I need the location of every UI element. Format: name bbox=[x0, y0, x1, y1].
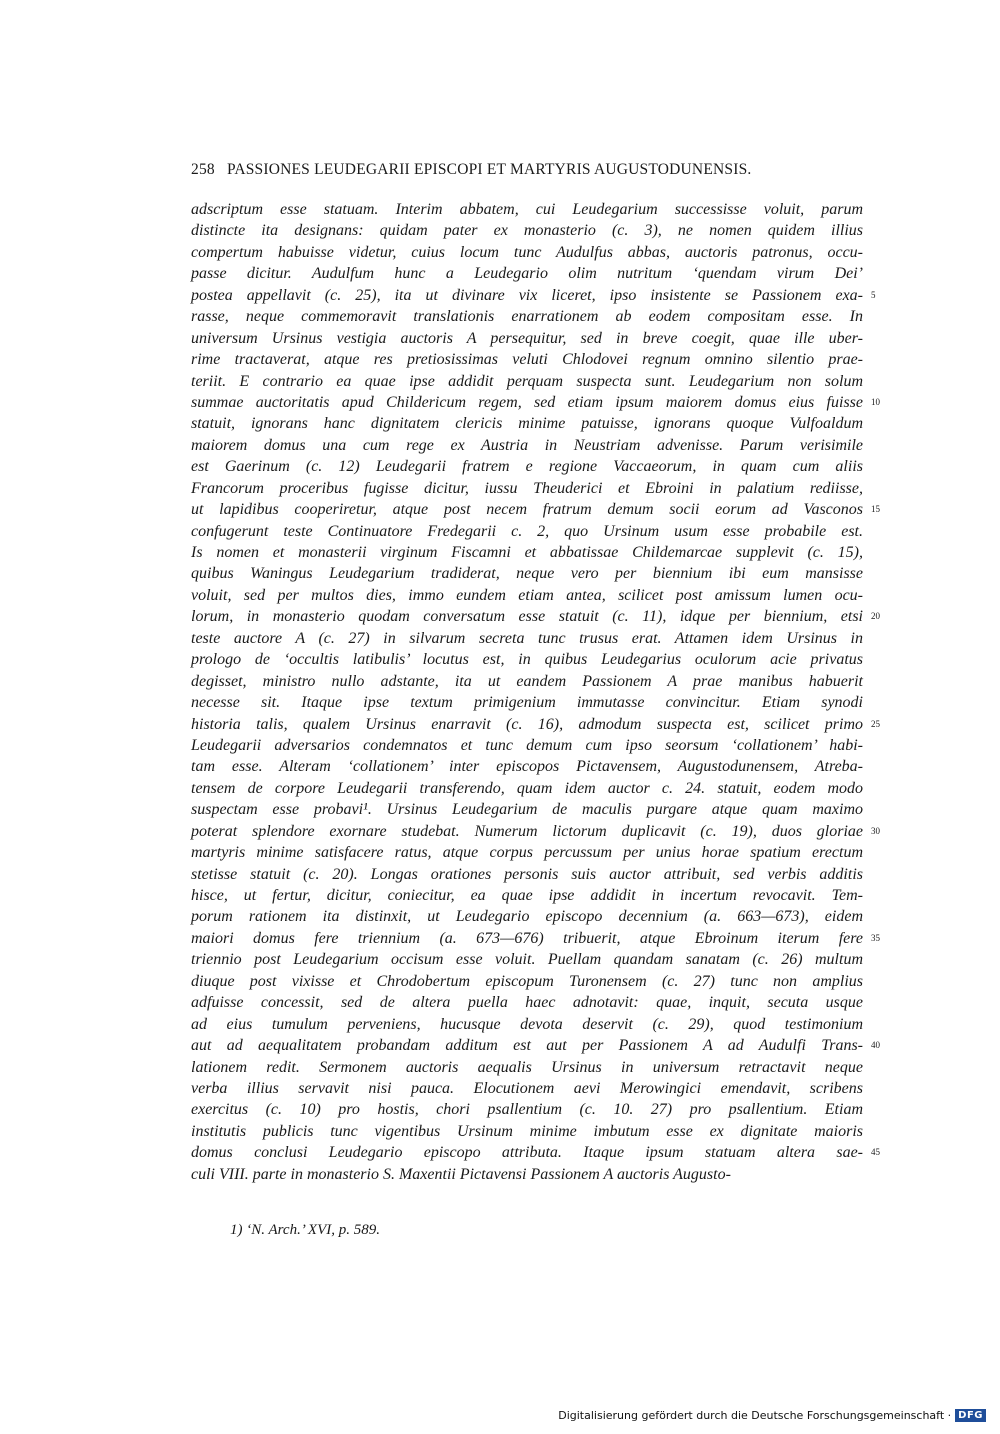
text-line bbox=[191, 1142, 880, 1163]
line-text: teste auctore A (c. 27) in silvarum secreta tunc trusus erat. Attamen idem Ursinus in bbox=[191, 629, 863, 647]
text-line bbox=[191, 906, 863, 927]
text-line bbox=[191, 628, 863, 649]
text-line bbox=[191, 199, 863, 220]
line-text: aut ad aequalitatem probandam additum est aut per Passionem A ad Audulfi Trans- bbox=[191, 1037, 863, 1055]
line-text: teriit. E contrario ea quae ipse addidit perquam suspecta sunt. Leudegarium non solum bbox=[191, 372, 863, 390]
text-line bbox=[191, 1057, 863, 1078]
line-number: 25 bbox=[871, 718, 880, 729]
text-line bbox=[191, 371, 863, 392]
text-line bbox=[191, 392, 880, 413]
line-number: 30 bbox=[871, 825, 880, 836]
text-line bbox=[191, 585, 863, 606]
text-line bbox=[191, 413, 863, 434]
line-text: triennio post Leudegarium occisum esse voluit. Puellam quandam sanatam (c. 26) multum bbox=[191, 951, 863, 969]
text-line bbox=[191, 885, 863, 906]
text-line bbox=[191, 992, 863, 1013]
line-number: 40 bbox=[871, 1040, 880, 1051]
text-line bbox=[191, 1121, 863, 1142]
line-text: rime tractaverat, atque res pretiosissimas veluti Chlodovei regnum omnino silentio prae- bbox=[191, 351, 863, 369]
page-number: 258 bbox=[191, 161, 215, 178]
line-text: exercitus (c. 10) pro hostis, chori psallentium (c. 10. 27) pro psallentium. Etiam bbox=[191, 1101, 863, 1119]
line-text: Francorum proceribus fugisse dicitur, iussu Theuderici et Ebroini in palatium rediisse, bbox=[191, 479, 863, 497]
line-text: prologo de ‘occultis latibulis’ locutus est, in quibus Leudegarius oculorum acie privatus bbox=[191, 651, 863, 669]
line-number: 15 bbox=[871, 504, 880, 515]
text-line bbox=[191, 949, 863, 970]
line-text: porum rationem ita distinxit, ut Leudegario episcopo decennium (a. 663—673), eidem bbox=[191, 908, 863, 926]
text-line bbox=[191, 542, 863, 563]
line-text: martyris minime satisfacere ratus, atque corpus percussum per unius horae spatium erectum bbox=[191, 844, 863, 862]
footnote: 1) ‘N. Arch.’ XVI, p. 589. bbox=[230, 1222, 380, 1238]
line-number: 45 bbox=[871, 1147, 880, 1158]
text-line bbox=[191, 649, 863, 670]
line-text: lorum, in monasterio quodam conversatum esse statuit (c. 11), idque per biennium, etsi bbox=[191, 608, 863, 626]
line-text: voluit, sed per multos dies, immo eundem etiam antea, scilicet post amissum lumen ocu- bbox=[191, 586, 863, 604]
text-line bbox=[191, 1164, 863, 1185]
text-line bbox=[191, 435, 863, 456]
line-text: ut lapidibus cooperiretur, atque post necem fratrum demum socii eorum ad Vasconos bbox=[191, 501, 863, 519]
line-text: institutis publicis tunc vigentibus Ursinum minime imbutum esse ex dignitate maioris bbox=[191, 1122, 863, 1140]
line-text: est Gaerinum (c. 12) Leudegarii fratrem e regione Vaccaeorum, in quam cum aliis bbox=[191, 458, 863, 476]
line-text: postea appellavit (c. 25), ita ut divinare vix liceret, ipso insistente se Passionem exa- bbox=[191, 286, 863, 304]
line-text: lationem redit. Sermonem auctoris aequalis Ursinus in universum retractavit neque bbox=[191, 1058, 863, 1076]
text-line bbox=[191, 842, 863, 863]
text-line bbox=[191, 242, 863, 263]
line-number: 10 bbox=[871, 396, 880, 407]
text-line bbox=[191, 799, 863, 820]
main-text-block bbox=[191, 199, 880, 1185]
line-text: rasse, neque commemoravit translationis enarrationem ab eodem compositam esse. In bbox=[191, 308, 863, 326]
text-line bbox=[191, 778, 863, 799]
text-line bbox=[191, 563, 863, 584]
text-line bbox=[191, 285, 876, 306]
dfg-logo-icon: DFG bbox=[955, 1409, 986, 1422]
text-line bbox=[191, 821, 880, 842]
text-line bbox=[191, 1078, 863, 1099]
line-text: hisce, ut fertur, dicitur, coniecitur, ea quae ipse addidit in incertum revocavit. Tem- bbox=[191, 887, 863, 904]
line-text: tensem de corpore Leudegarii transferendo, quam idem auctor c. 24. statuit, eodem modo bbox=[191, 779, 863, 797]
line-text: suspectam esse probavi¹. Ursinus Leudegarium de maculis purgare atque quam maximo bbox=[191, 801, 863, 819]
running-header bbox=[191, 161, 831, 179]
line-text: domus conclusi Leudegario episcopo attributa. Itaque ipsum statuam altera sae- bbox=[191, 1144, 863, 1162]
line-text: stetisse statuit (c. 20). Longas orationes personis suis auctor attribuit, sed verbis additis bbox=[191, 865, 863, 883]
line-text: culi VIII. parte in monasterio S. Maxentii Pictavensi Passionem A auctoris Augusto- bbox=[191, 1165, 731, 1183]
text-line bbox=[191, 971, 863, 992]
line-text: degisset, ministro nullo adstante, ita ut eandem Passionem A prae manibus habuerit bbox=[191, 672, 863, 690]
line-text: Is nomen et monasterii virginum Fiscamni et abbatissae Childemarcae supplevit (c. 15), bbox=[191, 544, 863, 561]
text-line bbox=[191, 220, 863, 241]
line-text: confugerunt teste Continuatore Fredegarii c. 2, quo Ursinum usum esse probabile est. bbox=[191, 522, 863, 540]
line-text: universum Ursinus vestigia auctoris A persequitur, sed in breve coegit, quae ille uber- bbox=[191, 329, 863, 347]
text-line bbox=[191, 735, 863, 756]
line-text: historia talis, qualem Ursinus enarravit (c. 16), admodum suspecta est, scilicet primo bbox=[191, 715, 863, 733]
digitization-credit bbox=[558, 1409, 986, 1422]
text-line bbox=[191, 864, 863, 885]
line-text: adscriptum esse statuam. Interim abbatem, cui Leudegarium successisse voluit, parum bbox=[191, 201, 863, 218]
running-title: PASSIONES LEUDEGARII EPISCOPI ET MARTYRIS AUGUSTODUNENSIS. bbox=[226, 161, 752, 178]
line-text: maiorem domus una cum rege ex Austria in Neustriam advenisse. Parum verisimile bbox=[191, 436, 863, 454]
text-line bbox=[191, 263, 863, 284]
line-text: adfuisse concessit, sed de altera puella haec adnotavit: quae, inquit, secuta usque bbox=[191, 994, 863, 1012]
text-line bbox=[191, 1035, 880, 1056]
text-line bbox=[191, 349, 863, 370]
line-text: diuque post vixisse et Chrodobertum episcopum Turonensem (c. 27) tunc non amplius bbox=[191, 972, 863, 990]
text-line bbox=[191, 456, 863, 477]
line-text: Leudegarii adversarios condemnatos et tunc demum cum ipso seorsum ‘collationem’ habi- bbox=[191, 736, 863, 754]
text-line bbox=[191, 756, 863, 777]
text-line bbox=[191, 928, 880, 949]
text-line bbox=[191, 478, 863, 499]
line-text: poterat splendore exornare studebat. Numerum lictorum duplicavit (c. 19), duos gloriae bbox=[191, 822, 863, 840]
text-line bbox=[191, 499, 880, 520]
text-line bbox=[191, 306, 863, 327]
line-text: passe dicitur. Audulfum hunc a Leudegario olim nutritum ‘quendam virum Dei’ bbox=[191, 265, 863, 283]
line-text: maiori domus fere triennium (a. 673—676) tribuerit, atque Ebroinum iterum fere bbox=[191, 929, 863, 947]
line-text: compertum habuisse videtur, cuius locum tunc Audulfus abbas, auctoris patronus, occu- bbox=[191, 243, 863, 261]
line-text: necesse sit. Itaque ipse textum primigenium immutasse convincitur. Etiam synodi bbox=[191, 694, 863, 712]
line-text: ad eius tumulum perveniens, hucusque devota deservit (c. 29), quod testimonium bbox=[191, 1015, 863, 1033]
line-number: 35 bbox=[871, 932, 880, 943]
text-line bbox=[191, 692, 863, 713]
line-text: tam esse. Alteram ‘collationem’ inter episcopos Pictavensem, Augustodunensem, Atreba- bbox=[191, 758, 863, 776]
text-line bbox=[191, 671, 863, 692]
text-line bbox=[191, 606, 880, 627]
text-line bbox=[191, 521, 863, 542]
line-number: 5 bbox=[871, 289, 876, 300]
line-number: 20 bbox=[871, 611, 880, 622]
text-line bbox=[191, 1014, 863, 1035]
text-line bbox=[191, 714, 880, 735]
text-line bbox=[191, 328, 863, 349]
line-text: quibus Waningus Leudegarium tradiderat, neque vero per biennium ibi eum mansisse bbox=[191, 565, 863, 583]
line-text: verba illius servavit nisi pauca. Elocutionem aevi Merowingici emendavit, scribens bbox=[191, 1079, 863, 1097]
line-text: distincte ita designans: quidam pater ex monasterio (c. 3), ne nomen quidem illius bbox=[191, 222, 863, 240]
line-text: statuit, ignorans hanc dignitatem clericis minime patuisse, ignorans quoque Vulfoaldum bbox=[191, 415, 863, 433]
line-text: summae auctoritatis apud Childericum regem, sed etiam ipsum maiorem domus eius fuisse bbox=[191, 393, 863, 411]
credit-text: Digitalisierung gefördert durch die Deutsche Forschungsgemeinschaft · bbox=[558, 1409, 952, 1422]
text-line bbox=[191, 1099, 863, 1120]
